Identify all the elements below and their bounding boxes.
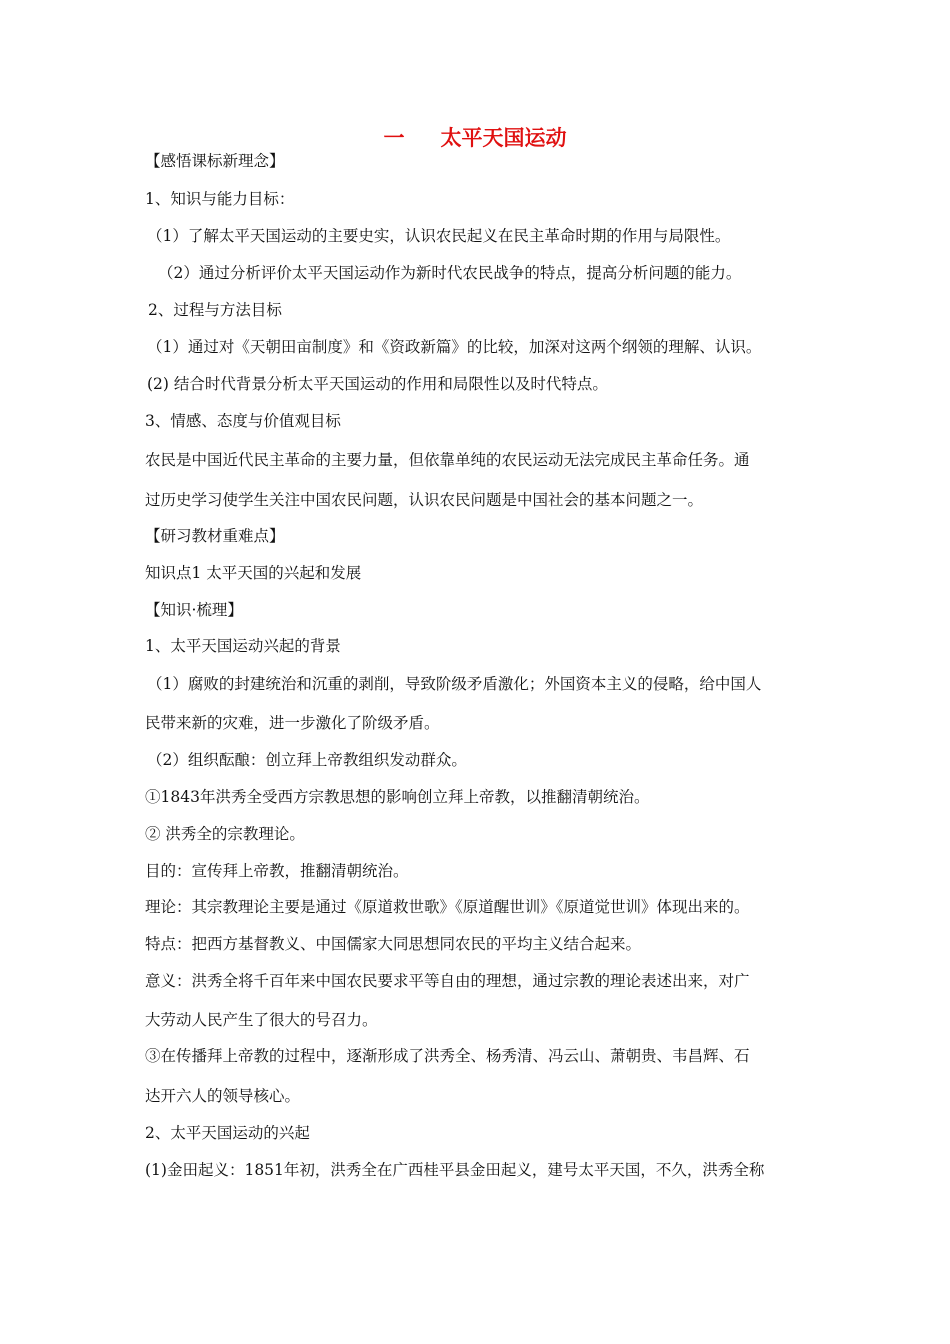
- title-text: 太平天国运动: [440, 125, 567, 150]
- paragraph-line: ② 洪秀全的宗教理论。: [145, 825, 305, 843]
- paragraph-line: 特点：把西方基督教义、中国儒家大同思想同农民的平均主义结合起来。: [145, 935, 642, 953]
- title-number: 一: [383, 125, 405, 150]
- paragraph-line: 大劳动人民产生了很大的号召力。: [145, 1011, 378, 1029]
- paragraph-line: 农民是中国近代民主革命的主要力量，但依靠单纯的农民运动无法完成民主革命任务。通: [145, 451, 750, 469]
- paragraph-line: 3、情感、态度与价值观目标: [145, 412, 341, 430]
- paragraph-line: ③在传播拜上帝教的过程中，逐渐形成了洪秀全、杨秀清、冯云山、萧朝贵、韦昌辉、石: [145, 1047, 750, 1065]
- paragraph-line: （1）腐败的封建统治和沉重的剥削，导致阶级矛盾激化；外国资本主义的侵略，给中国人: [147, 675, 762, 693]
- paragraph-line: 2、太平天国运动的兴起: [145, 1124, 310, 1142]
- paragraph-line: （2）通过分析评价太平天国运动作为新时代农民战争的特点，提高分析问题的能力。: [158, 264, 742, 282]
- paragraph-line: 2、过程与方法目标: [148, 301, 282, 319]
- paragraph-line: 1、知识与能力目标：: [145, 190, 295, 208]
- paragraph-line: 知识点1 太平天国的兴起和发展: [145, 564, 362, 582]
- paragraph-line: (2) 结合时代背景分析太平天国运动的作用和局限性以及时代特点。: [147, 375, 608, 393]
- paragraph-line: ①1843年洪秀全受西方宗教思想的影响创立拜上帝教，以推翻清朝统治。: [145, 788, 650, 806]
- paragraph-line: 过历史学习使学生关注中国农民问题，认识农民问题是中国社会的基本问题之一。: [145, 491, 704, 509]
- paragraph-line: （2）组织酝酿：创立拜上帝教组织发动群众。: [147, 751, 467, 769]
- paragraph-line: 目的：宣传拜上帝教，推翻清朝统治。: [145, 862, 409, 880]
- paragraph-line: 理论：其宗教理论主要是通过《原道救世歌》《原道醒世训》《原道觉世训》体现出来的。: [145, 898, 750, 916]
- section-heading: 【感悟课标新理念】: [145, 152, 285, 170]
- paragraph-line: 意义：洪秀全将千百年来中国农民要求平等自由的理想，通过宗教的理论表述出来，对广: [145, 972, 750, 990]
- paragraph-line: 达开六人的领导核心。: [145, 1087, 301, 1105]
- paragraph-line: （1）通过对《天朝田亩制度》和《资政新篇》的比较，加深对这两个纲领的理解、认识。: [147, 338, 762, 356]
- paragraph-line: （1）了解太平天国运动的主要史实，认识农民起义在民主革命时期的作用与局限性。: [147, 227, 731, 245]
- paragraph-line: (1)金田起义：1851年初，洪秀全在广西桂平县金田起义，建号太平天国，不久，洪秀全称: [145, 1161, 765, 1179]
- section-heading: 【研习教材重难点】: [145, 527, 285, 545]
- section-heading: 【知识·梳理】: [145, 601, 243, 619]
- page-title: [0, 122, 950, 152]
- paragraph-line: 1、太平天国运动兴起的背景: [145, 637, 341, 655]
- paragraph-line: 民带来新的灾难，进一步激化了阶级矛盾。: [145, 714, 440, 732]
